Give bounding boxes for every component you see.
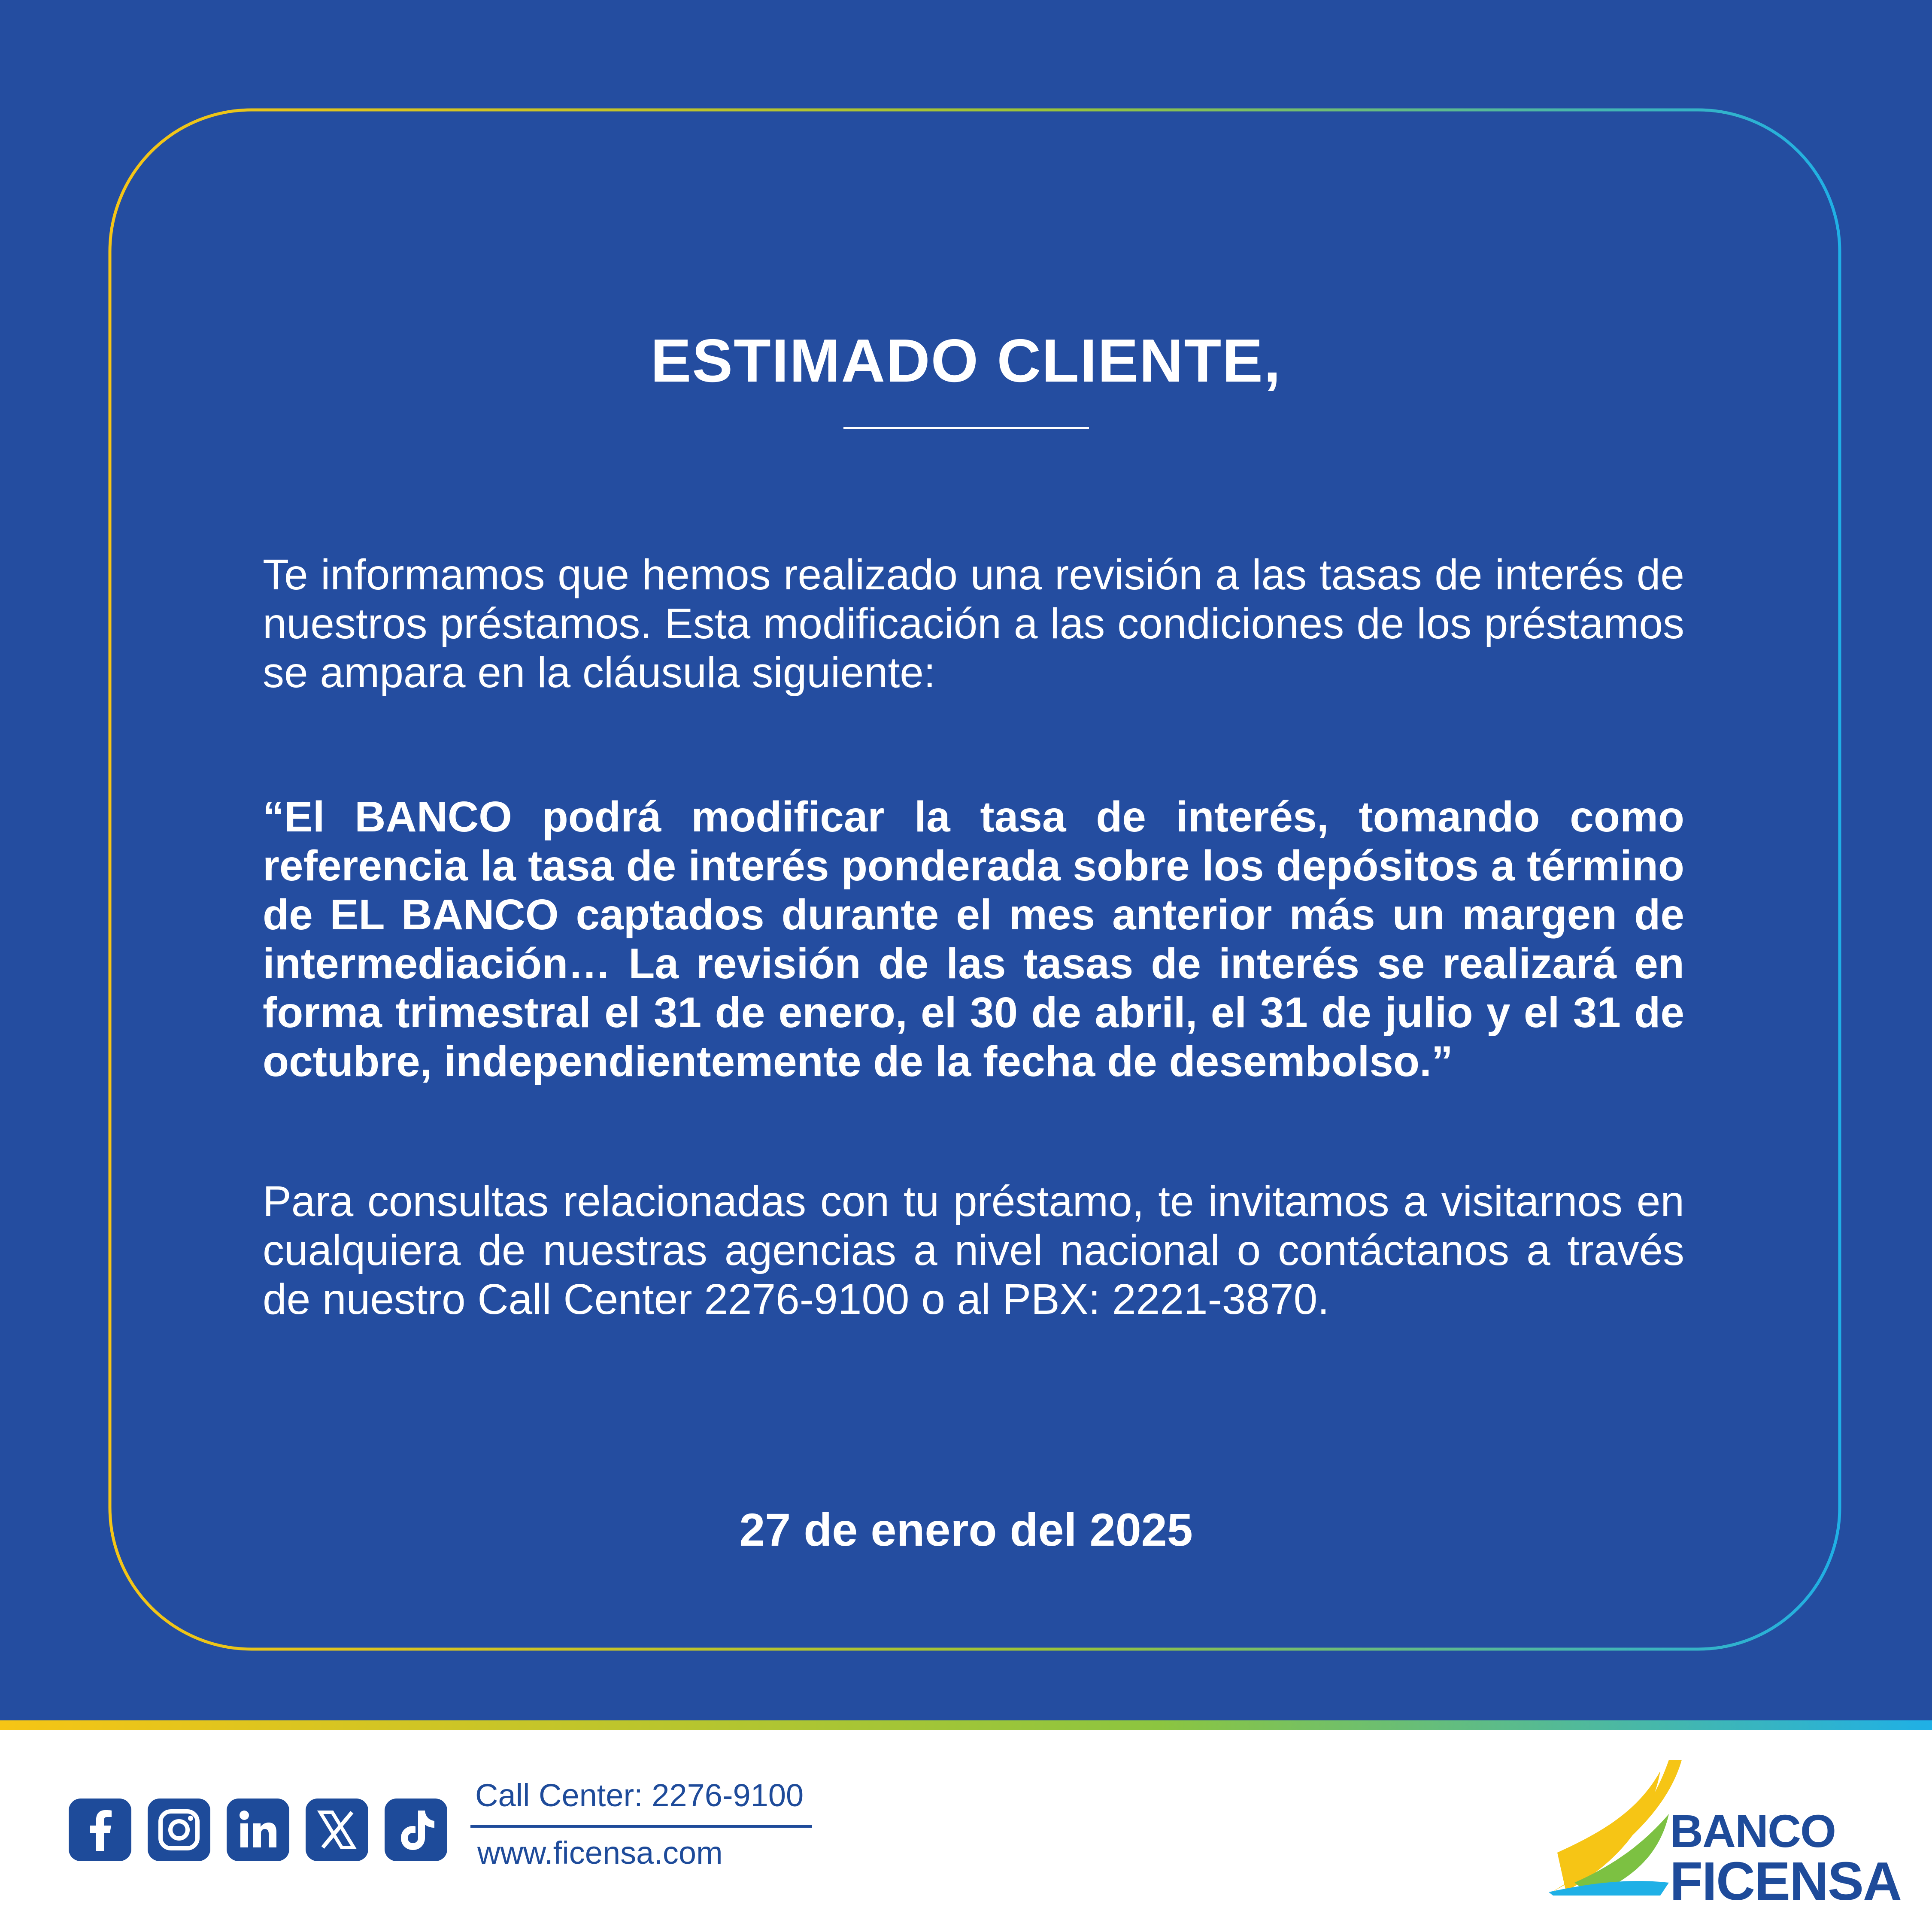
call-center-text: Call Center: 2276-9100 [475, 1777, 804, 1813]
intro-paragraph: Te informamos que hemos realizado una revisión a las tasas de interés de nuestros préstamos. Esta modificación a las condiciones de los préstamos se ampara en la cláusula siguiente: [263, 551, 1684, 697]
clause-paragraph: “El BANCO podrá modificar la tasa de interés, tomando como referencia la tasa de interés ponderada sobre los depósitos a término de EL BANCO captados durante el mes anterior más un margen de intermediación… La revisión de las tasas de interés se realizará en forma trimestral el 31 de enero, el 30 de abril, el 31 de julio y el 31 de octubre, independientemente de la fecha de desembolso.” [263, 793, 1684, 1086]
instagram-icon[interactable] [148, 1799, 210, 1861]
logo-text-banco: BANCO [1670, 1805, 1835, 1857]
footer-divider [0, 1720, 1932, 1730]
contact-divider [470, 1825, 812, 1828]
facebook-icon[interactable] [69, 1799, 131, 1861]
contact-paragraph: Para consultas relacionadas con tu préstamo, te invitamos a visitarnos en cualquiera de nuestras agencias a nivel nacional o contáctanos a través de nuestro Call Center 2276-9100 o al PBX: 2221-3870. [263, 1177, 1684, 1323]
notice-date: 27 de enero del 2025 [739, 1504, 1193, 1556]
logo-text-ficensa: FICENSA [1670, 1851, 1902, 1911]
tiktok-icon[interactable] [385, 1799, 447, 1861]
linkedin-icon[interactable] [227, 1799, 289, 1861]
banco-ficensa-logo-mark [1540, 1754, 1682, 1896]
notice-headline: ESTIMADO CLIENTE, [650, 327, 1282, 395]
website-link[interactable]: www.ficensa.com [477, 1835, 723, 1871]
x-icon[interactable] [306, 1799, 368, 1861]
headline-underline [843, 427, 1089, 429]
